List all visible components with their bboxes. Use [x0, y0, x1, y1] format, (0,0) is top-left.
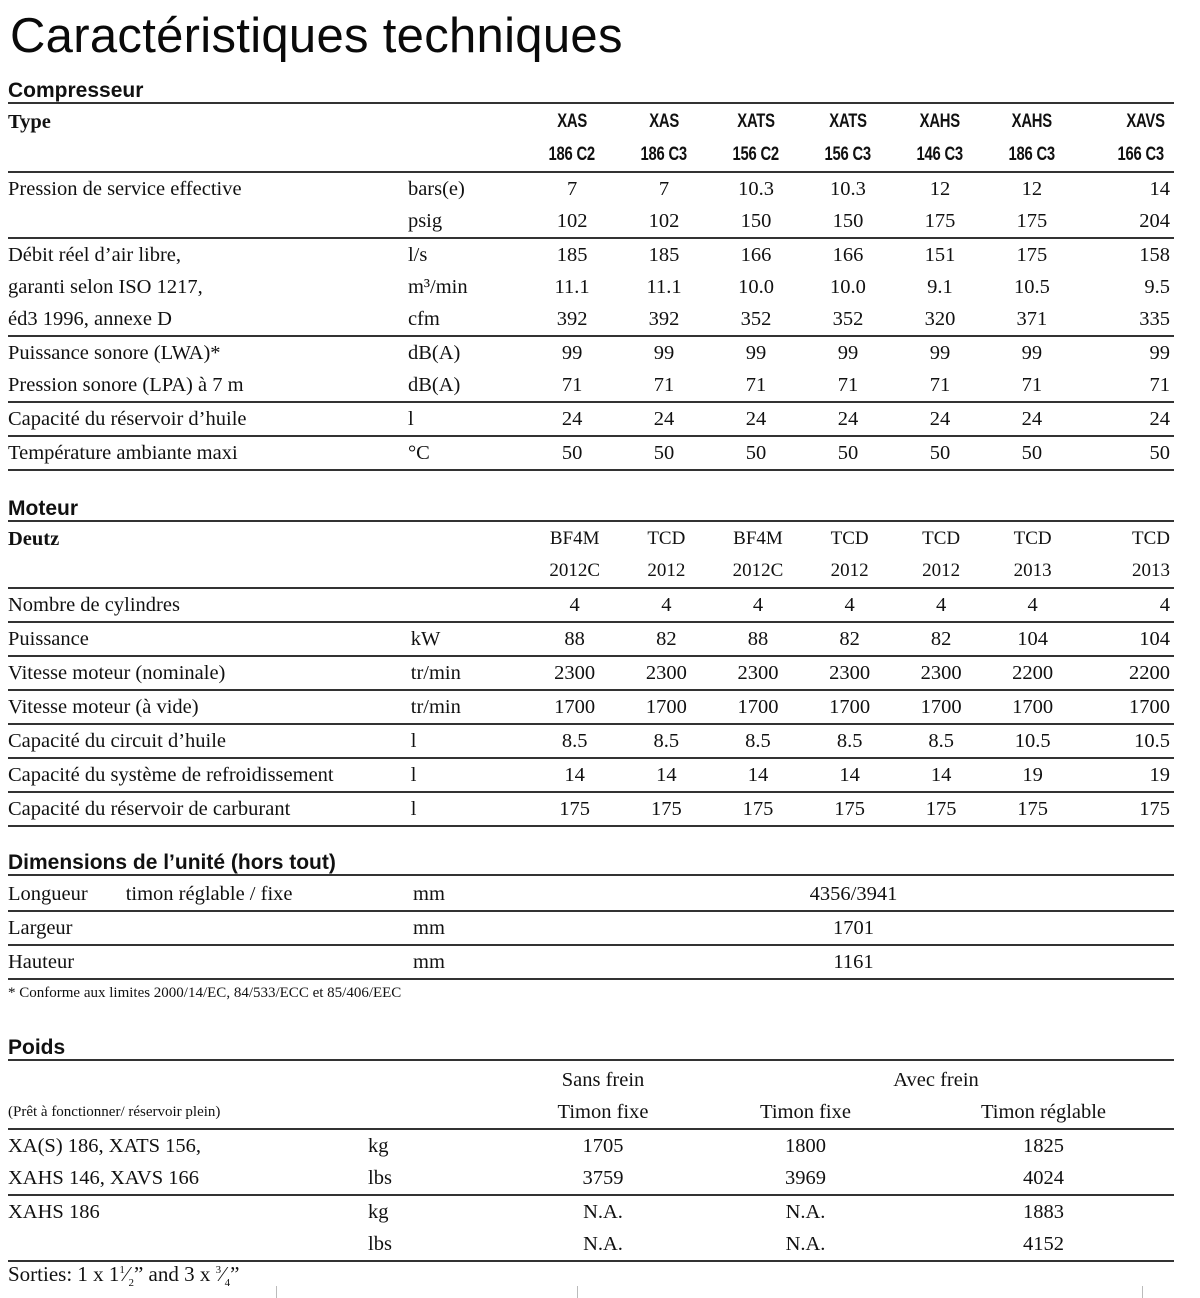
model-header: XATS	[829, 111, 867, 132]
dimension-row	[8, 911, 1174, 945]
model-variant: 186 C3	[640, 144, 688, 165]
dimension-value: 4356/3941	[533, 878, 1174, 911]
weight-value: 3969	[698, 1162, 913, 1195]
engine-model: 2013	[1078, 555, 1174, 588]
weight-value: N.A.	[508, 1228, 698, 1261]
spec-value: 12	[1021, 178, 1043, 200]
engine-header: TCD	[1013, 528, 1052, 549]
spec-value: 19	[1078, 758, 1174, 792]
dimension-unit: mm	[413, 878, 533, 911]
spec-value: 4	[712, 588, 804, 622]
weight-label: XAHS 146, XAVS 166	[8, 1162, 368, 1195]
spec-value: 4	[621, 588, 713, 622]
dimension-sublabel: timon réglable / fixe	[125, 883, 293, 905]
spec-value: 175	[986, 205, 1078, 238]
spec-value: 82	[804, 622, 896, 656]
spec-unit: l	[411, 758, 529, 792]
spec-value: 150	[802, 205, 894, 238]
engine-header: TCD	[1132, 528, 1170, 549]
moteur-rows	[8, 588, 1174, 826]
spec-value: 4	[529, 588, 621, 622]
spec-value: 9.1	[927, 276, 953, 298]
spec-row	[8, 172, 1174, 205]
spec-unit: cfm	[408, 303, 526, 336]
spec-value: 71	[526, 369, 618, 402]
spec-value: 14	[804, 758, 896, 792]
compresseur-table	[8, 105, 1174, 471]
spec-row	[8, 336, 1174, 369]
spec-value: 104	[1078, 622, 1174, 656]
spec-value: 50	[710, 436, 802, 470]
weight-unit: lbs	[368, 1162, 508, 1195]
spec-row	[8, 792, 1174, 826]
spec-value: 151	[924, 244, 956, 266]
spec-value: 24	[618, 402, 710, 436]
weight-row	[8, 1228, 1174, 1261]
spec-value: 175	[529, 792, 621, 826]
spec-value: 352	[802, 303, 894, 336]
spec-unit: bars(e)	[407, 178, 465, 200]
spec-unit: l	[408, 402, 526, 436]
spec-label: Capacité du réservoir d’huile	[8, 402, 408, 436]
spec-value: 175	[894, 205, 986, 238]
spec-value: 1700	[529, 690, 621, 724]
spec-value: 8.5	[621, 724, 713, 758]
spec-row	[8, 303, 1174, 336]
spec-value: 50	[1078, 436, 1174, 470]
engine-model: 2012	[804, 555, 896, 588]
spec-value: 7	[658, 178, 670, 200]
section-title-dimensions: Dimensions de l’unité (hors tout)	[8, 852, 1174, 876]
spec-value: 102	[526, 205, 618, 238]
weight-value: 1705	[582, 1135, 624, 1157]
spec-value: 99	[1021, 342, 1043, 364]
model-header: XATS	[737, 111, 775, 132]
spec-value: 24	[986, 402, 1078, 436]
spec-value: 320	[894, 303, 986, 336]
spec-value: 335	[1078, 303, 1174, 336]
engine-header: TCD	[922, 528, 961, 549]
sorties-middle: ” and 3 x	[133, 1262, 216, 1286]
engine-model: 2012C	[712, 555, 804, 588]
dimension-value: 1701	[533, 911, 1174, 945]
spec-value: 88	[529, 622, 621, 656]
spec-unit: l	[411, 792, 529, 826]
engine-header: BF4M	[549, 528, 600, 549]
spec-unit: °C	[408, 436, 526, 470]
spec-value: 1700	[712, 690, 804, 724]
spec-value: 19	[987, 758, 1079, 792]
spec-value: 71	[986, 369, 1078, 402]
spec-row	[8, 656, 1174, 690]
engine-model: 2012	[895, 555, 987, 588]
spec-label: Puissance	[8, 622, 411, 656]
spec-value: 2300	[529, 656, 621, 690]
weight-note: (Prêt à fonctionner/ réservoir plein)	[8, 1096, 368, 1129]
dimension-unit: mm	[413, 911, 533, 945]
spec-row	[8, 724, 1174, 758]
spec-label: Pression sonore (LPA) à 7 m	[8, 369, 408, 402]
weight-row	[8, 1129, 1174, 1162]
section-title-moteur: Moteur	[8, 498, 1174, 522]
spec-value: 175	[1016, 244, 1048, 266]
spec-label	[8, 205, 408, 238]
model-variant: 166 C3	[1117, 144, 1164, 165]
spec-value: 24	[526, 402, 618, 436]
spec-value: 175	[621, 792, 713, 826]
weight-value: 4024	[913, 1162, 1174, 1195]
spec-value: 10.0	[830, 276, 866, 298]
weight-value: N.A.	[698, 1228, 913, 1261]
spec-value: 8.5	[804, 724, 896, 758]
spec-label: Température ambiante maxi	[8, 436, 408, 470]
spec-value: 99	[561, 342, 583, 364]
spec-value: 99	[929, 342, 951, 364]
spec-unit: l	[411, 724, 529, 758]
spec-value: 204	[1078, 205, 1174, 238]
spec-label: Puissance sonore (LWA)*	[8, 342, 221, 364]
spec-value: 50	[526, 436, 618, 470]
spec-value: 2200	[987, 656, 1079, 690]
spec-value: 24	[1078, 402, 1174, 436]
spec-value: 82	[621, 622, 713, 656]
spec-value: 392	[526, 303, 618, 336]
spec-value: 175	[1078, 792, 1174, 826]
spec-value: 11.1	[646, 276, 682, 298]
spec-value: 2200	[1078, 656, 1174, 690]
spec-label: éd3 1996, annexe D	[8, 303, 408, 336]
spec-value: 150	[710, 205, 802, 238]
spec-value: 10.3	[830, 178, 866, 200]
spec-value: 14	[529, 758, 621, 792]
spec-value: 166	[740, 244, 772, 266]
spec-value: 71	[710, 369, 802, 402]
weight-unit: kg	[368, 1135, 389, 1157]
spec-value: 4	[1078, 588, 1174, 622]
spec-row	[8, 369, 1174, 402]
spec-value: 1700	[1078, 690, 1174, 724]
spec-value: 185	[648, 244, 680, 266]
spec-value: 2300	[621, 656, 713, 690]
spec-unit: l/s	[407, 244, 428, 266]
spec-value: 50	[802, 436, 894, 470]
spec-row	[8, 588, 1174, 622]
spec-value: 371	[986, 303, 1078, 336]
engine-model: 2012	[621, 555, 713, 588]
spec-row	[8, 622, 1174, 656]
spec-value: 24	[894, 402, 986, 436]
page-title: Caractéristiques techniques	[10, 9, 623, 63]
weight-label: XA(S) 186, XATS 156,	[8, 1135, 202, 1157]
spec-unit: dB(A)	[407, 342, 461, 364]
spec-value: 4	[895, 588, 987, 622]
spec-value: 14	[895, 758, 987, 792]
spec-label: Capacité du réservoir de carburant	[8, 792, 411, 826]
spec-value: 14	[712, 758, 804, 792]
spec-value: 175	[895, 792, 987, 826]
spec-value: 71	[618, 369, 710, 402]
dimension-label: Largeur	[8, 911, 413, 945]
dimension-unit: mm	[413, 945, 533, 979]
spec-label: Capacité du système de refroidissement	[8, 758, 411, 792]
spec-value: 50	[894, 436, 986, 470]
spec-label: Débit réel d’air libre,	[8, 244, 182, 266]
model-variant: 186 C2	[548, 144, 596, 165]
spec-value: 10.5	[1013, 276, 1050, 298]
spec-value: 14	[621, 758, 713, 792]
section-title-compresseur: Compresseur	[8, 80, 1174, 104]
spec-row	[8, 271, 1174, 303]
spec-value: 10.5	[987, 724, 1079, 758]
model-variant: 156 C2	[732, 144, 780, 165]
spec-value: 10.0	[738, 276, 774, 298]
dimension-label: Longueur	[8, 883, 88, 905]
compresseur-rows	[8, 172, 1174, 470]
dimension-row	[8, 945, 1174, 979]
weight-value: 1883	[1023, 1201, 1064, 1223]
spec-unit: tr/min	[411, 690, 529, 724]
spec-label: Vitesse moteur (à vide)	[8, 690, 411, 724]
weight-label: XAHS 186	[8, 1201, 100, 1223]
spec-value: 2300	[895, 656, 987, 690]
spec-value: 166	[832, 244, 864, 266]
spec-value: 10.3	[738, 178, 774, 200]
spec-unit: tr/min	[411, 656, 529, 690]
model-variant: 186 C3	[1008, 144, 1056, 165]
spec-value: 11.1	[554, 276, 590, 298]
weight-value: 3759	[508, 1162, 698, 1195]
weight-value: 1800	[785, 1135, 826, 1157]
spec-value: 1700	[895, 690, 987, 724]
brand-label: Deutz	[8, 528, 60, 550]
dimension-row	[8, 878, 1174, 911]
spec-value: 8.5	[895, 724, 987, 758]
spec-value: 71	[802, 369, 894, 402]
spec-value: 99	[837, 342, 859, 364]
col-header: Timon réglable	[913, 1096, 1174, 1129]
model-header: XAS	[649, 111, 679, 132]
group-header-avec-frein: Avec frein	[893, 1069, 979, 1091]
spec-value: 7	[566, 178, 578, 200]
weight-row	[8, 1195, 1174, 1228]
spec-value: 99	[1149, 342, 1170, 364]
weight-unit: lbs	[368, 1228, 508, 1261]
spec-row	[8, 205, 1174, 238]
engine-model: 2012C	[529, 555, 621, 588]
fraction-numerator: 3	[215, 1264, 222, 1276]
spec-value: 8.5	[712, 724, 804, 758]
spec-value: 82	[895, 622, 987, 656]
weight-unit: kg	[368, 1201, 389, 1223]
group-header-sans-frein: Sans frein	[561, 1069, 645, 1091]
spec-label: Capacité du circuit d’huile	[8, 724, 411, 758]
spec-value: 71	[1078, 369, 1174, 402]
moteur-table	[8, 523, 1174, 827]
spec-label: Pression de service effective	[8, 178, 242, 200]
dimensions-table	[8, 878, 1174, 980]
poids-table	[8, 1064, 1174, 1262]
spec-unit: m³/min	[407, 276, 468, 298]
fraction-numerator: 1	[119, 1264, 125, 1276]
dimension-value: 1161	[533, 945, 1174, 979]
sorties-note: Sorties: 1 x $1^1⁄_2$” and 3 x $^3⁄_4$”	[8, 1262, 240, 1290]
spec-value: 10.5	[1078, 724, 1174, 758]
spec-unit	[411, 588, 529, 622]
spec-value: 175	[804, 792, 896, 826]
weight-label	[8, 1228, 368, 1261]
spec-value: 102	[618, 205, 710, 238]
spec-value: 175	[712, 792, 804, 826]
spec-value: 2300	[712, 656, 804, 690]
spec-value: 50	[618, 436, 710, 470]
col-header: Timon fixe	[698, 1096, 913, 1129]
spec-value: 1700	[804, 690, 896, 724]
spec-label: Nombre de cylindres	[8, 588, 411, 622]
spec-unit: dB(A)	[408, 369, 526, 402]
spec-value: 175	[987, 792, 1079, 826]
spec-value: 24	[710, 402, 802, 436]
spec-value: 24	[802, 402, 894, 436]
spec-value: 9.5	[1144, 276, 1170, 298]
fraction-denominator: 2	[128, 1277, 134, 1290]
model-header: XAVS	[1126, 111, 1165, 132]
sorties-suffix: ”	[230, 1262, 240, 1286]
model-variant: 146 C3	[916, 144, 964, 165]
engine-model: 2013	[987, 555, 1079, 588]
spec-value: 71	[894, 369, 986, 402]
crop-mark	[577, 1286, 578, 1298]
engine-header: BF4M	[733, 528, 783, 549]
spec-row	[8, 238, 1174, 271]
spec-value: 185	[556, 244, 588, 266]
spec-value: 99	[745, 342, 767, 364]
crop-mark	[276, 1286, 277, 1298]
model-variant: 156 C3	[824, 144, 872, 165]
spec-label: Vitesse moteur (nominale)	[8, 656, 411, 690]
spec-unit: kW	[411, 622, 529, 656]
weight-value: N.A.	[583, 1201, 623, 1223]
spec-value: 88	[712, 622, 804, 656]
spec-value: 8.5	[529, 724, 621, 758]
spec-unit: psig	[408, 205, 526, 238]
spec-row	[8, 758, 1174, 792]
spec-value: 50	[986, 436, 1078, 470]
engine-header: TCD	[647, 528, 686, 549]
spec-label: garanti selon ISO 1217,	[8, 276, 203, 298]
spec-value: 4	[987, 588, 1079, 622]
sorties-prefix: Sorties: 1 x 1	[8, 1262, 120, 1286]
weight-value: 1825	[1023, 1135, 1064, 1157]
spec-value: 2300	[804, 656, 896, 690]
spec-value: 352	[710, 303, 802, 336]
crop-mark	[1142, 1286, 1143, 1298]
spec-value: 1700	[987, 690, 1079, 724]
spec-value: 12	[929, 178, 951, 200]
model-header: XAHS	[919, 111, 961, 132]
spec-value: 4	[804, 588, 896, 622]
model-header: XAHS	[1011, 111, 1053, 132]
weight-row	[8, 1162, 1174, 1195]
spec-value: 99	[653, 342, 675, 364]
spec-value: 392	[618, 303, 710, 336]
model-header: XAS	[557, 111, 587, 132]
spec-row	[8, 436, 1174, 470]
spec-value: 14	[1149, 178, 1170, 200]
spec-value: 1700	[621, 690, 713, 724]
col-header: Timon fixe	[508, 1096, 698, 1129]
weight-value: 4152	[913, 1228, 1174, 1261]
type-label: Type	[8, 110, 51, 133]
engine-header: TCD	[830, 528, 869, 549]
section-title-poids: Poids	[8, 1037, 1174, 1061]
dimension-label: Hauteur	[8, 945, 413, 979]
spec-value: 104	[987, 622, 1079, 656]
spec-row	[8, 690, 1174, 724]
footnote: * Conforme aux limites 2000/14/EC, 84/533/ECC et 85/406/EEC	[8, 985, 402, 1001]
weight-value: N.A.	[785, 1201, 826, 1223]
spec-row	[8, 402, 1174, 436]
spec-value: 158	[1139, 244, 1170, 266]
fraction-denominator: 4	[224, 1277, 231, 1290]
